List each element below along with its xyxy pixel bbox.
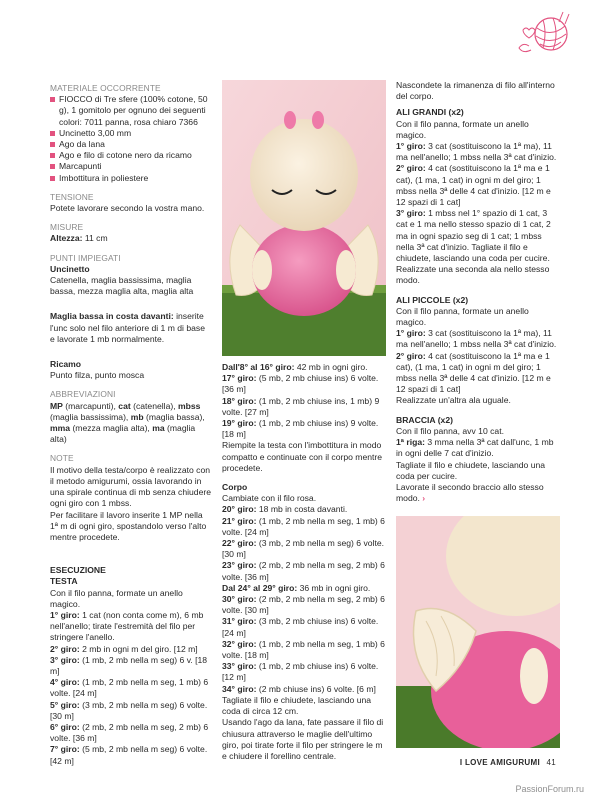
row-key: 33° giro: [222,661,257,672]
big-wings-end: Realizzate una seconda ala nello stesso modo. [396,264,550,286]
abbr-key: mbss [178,400,201,411]
row-line [396,208,560,264]
row-key: 1ª riga: [396,437,425,448]
abbreviations-title: ABBREVIAZIONI [50,389,116,400]
row-line [50,655,212,677]
row-text: (1 mb, 2 mb nella m seg, 1 mb) 6 volte. [24 m] [50,677,209,699]
row-key: 1° giro: [396,328,426,339]
notes-title: NOTE [50,453,74,464]
row-key: 6° giro: [50,721,80,732]
amigurumi-photo-detail [396,516,560,748]
row-line [396,328,560,350]
list-item: FIOCCO di Tre sfere (100% cotone, 50 g), 1 gomitolo per ognuno dei seguenti colori: 7011 panna, rosa chiaro 7366 [50,94,212,128]
abbr-value: (catenella), [130,400,179,411]
row-line [222,661,386,683]
materials-list [50,94,212,184]
row-text: (3 mb, 2 mb nella m seg) 6 volte. [30 m] [50,699,208,721]
row-key: 19° giro: [222,418,257,429]
row-text: (1 mb, 2 mb chiuse ins) 9 volte. [18 m] [222,418,379,440]
row-line [222,396,386,418]
row-key: 21° giro: [222,515,257,526]
list-item: Uncinetto 3,00 mm [50,128,212,139]
row-text: (1 mb, 2 mb chiuse ins) 6 volte. [12 m] [222,661,379,683]
blo-label: Maglia bassa in costa davanti: [50,311,174,322]
row-text: 42 mb in ogni giro. [294,362,368,372]
row-key: 7° giro: [50,744,80,755]
abbr-value: (maglia alta) [50,423,196,445]
abbr-value: (mezza maglia alta), [70,423,153,434]
row-key: 17° giro: [222,373,257,384]
row-line [50,610,212,644]
arm-end-line [396,482,560,504]
notes-text-2: Per facilitare il lavoro inserite 1 MP nella 1ª m di ogni giro, spostandolo verso l'alto mentre procedete. [50,509,207,542]
materials-title: MATERIALE OCCORRENTE [50,83,161,93]
row-text: (3 mb, 2 mb chiuse ins) 6 volte. [24 m] [222,616,379,638]
row-text: 1 mbss nel 1° spazio di 1 cat, 3 cat e 1 ma nello stesso spazio di 1 cat, 2 ma in ogni spazio seg di 1 cat; 1 mbss nella 3ª cat d'inizio. Tagliate il filo e chiudete, lasciando una coda per cucire. [396,208,551,264]
row-text: (2 mb, 2 mb nella m seg, 2 mb) 6 volte. [30 m] [222,594,385,616]
execution-title: ESECUZIONE [50,565,106,576]
list-item: Marcapunti [50,161,212,172]
column-2 [222,362,386,762]
hook-title: Uncinetto [50,263,90,274]
brand-name: I LOVE AMIGURUMI [459,758,540,767]
body-title: Corpo [222,482,248,493]
abbr-value: (maglia bassissima), [50,411,131,422]
row-line [222,516,386,538]
row-text: 18 mb in costa davanti. [256,504,348,515]
chevron-right-icon: › [422,493,426,504]
row-key: 32° giro: [222,638,257,649]
row-key: 18° giro: [222,395,257,406]
row-text: (1 mb, 2 mb nella m seg, 1 mb) 6 volte. [18 m] [222,638,385,661]
head-intro: Con il filo panna, formate un anello magico. [50,587,183,609]
row-line [222,594,386,616]
row-line [222,418,386,440]
tension-title: TENSIONE [50,191,94,202]
body-intro: Cambiate con il filo rosa. [222,493,317,504]
stuffing-text: Riempite la testa con l'imbottitura in modo compatto e continuate con il corpo mentre procedete. [222,440,383,473]
page-footer [460,758,556,767]
row-line [222,538,386,560]
row-key: 34° giro: [222,683,257,694]
row-key: 2° giro: [396,350,426,361]
amigurumi-wing-detail-image [396,516,560,748]
row-line [396,351,560,396]
list-item: Imbottitura in poliestere [50,173,212,184]
row-line [222,639,386,661]
row-line [50,677,212,699]
row-line [50,722,212,744]
row-line [396,437,560,459]
row-key: 2° giro: [50,643,80,654]
row-key: Dal 24° al 29° giro: [222,582,298,593]
embroidery-text: Punto filza, punto mosca [50,370,145,381]
amigurumi-angel-image [222,80,386,356]
row-line [50,700,212,722]
row-key: 20° giro: [222,504,257,515]
stitches-title: PUNTI IMPIEGATI [50,252,121,263]
height-label: Altezza: [50,233,83,244]
blo-paragraph [50,311,212,345]
row-key: 5° giro: [50,699,80,710]
abbr-value: (maglia bassa), [143,411,205,422]
hook-text: Catenella, maglia bassissima, maglia bassa, mezza maglia alta, maglia alta [50,275,194,297]
row-line [222,616,386,638]
embroidery-title: Ricamo [50,359,82,370]
arm-finish: Tagliate il filo e chiudete, lasciando una coda per cucire. [396,459,546,481]
arm-end: Lavorate il secondo braccio allo stesso modo. [396,481,544,504]
row-text: (2 mb chiuse ins) 6 volte. [6 m] [256,683,376,694]
yarn-ball-logo-icon [513,8,577,60]
row-text: 4 cat (sostituiscono la 1ª ma e 1 cat), (1 ma, 1 cat) in ogni m del giro; 1 mbss nella 3ª delle 4 cat d'inizio. [12 m e 12 spazi di 1 cat] [396,350,551,395]
row-line [222,373,386,395]
abbreviations-text [50,401,212,446]
row-key: 4° giro: [50,677,80,688]
column-3 [396,80,560,504]
abbr-key: MP [50,400,63,411]
small-wings-title: ALI PICCOLE (x2) [396,294,469,305]
row-text: (2 mb, 2 mb nella m seg, 2 mb) 6 volte. [36 m] [222,560,385,582]
row-key: 1° giro: [396,141,426,152]
row-line [50,644,212,655]
arm-intro: Con il filo panna, avv 10 cat. [396,425,504,436]
column-1 [50,83,212,767]
watermark: PassionForum.ru [515,784,584,794]
big-wings-intro: Con il filo panna, formate un anello magico. [396,118,529,140]
row-key: 3° giro: [396,208,426,219]
finish-text-2: Usando l'ago da lana, fate passare il filo di chiusura attraverso le maglie dell'ultimo giro, poi tirate forte il filo per stringere le m e chiudere il forellino centrale. [222,717,384,761]
row-line [50,744,212,766]
row-line [222,583,386,594]
row-line [396,141,560,163]
abbr-key: mb [130,411,144,422]
arm-title: BRACCIA (x2) [396,414,453,425]
row-key: 23° giro: [222,560,257,571]
big-wings-title: ALI GRANDI (x2) [396,107,464,118]
notes-text-1: Il motivo della testa/corpo è realizzato con il metodo amigurumi, ossia lavorando in una spirale continua di mb senza chiudere ogni giro con 1 mbss. [50,464,211,509]
row-text: (2 mb, 2 mb nella m seg, 2 mb) 6 volte. [36 m] [50,721,209,744]
head-title: TESTA [50,576,78,587]
row-text: (1 mb, 2 mb chiuse ins, 1 mb) 9 volte. [27 m] [222,395,380,417]
height-line [50,233,212,244]
row-key: 30° giro: [222,594,257,605]
list-item: Ago e filo di cotone nero da ricamo [50,150,212,161]
row-key: 3° giro: [50,654,80,665]
abbr-key: ma [152,423,165,434]
sizes-title: MISURE [50,222,84,233]
row-text: 3 cat (sostituiscono la 1ª ma), 11 ma nell'anello; 1 mbss nella 3ª cat d'inizio. [396,141,557,163]
row-line [222,684,386,695]
blo-text: inserite l'unc solo nel filo anteriore di 1 m di base e lavorate 1 mb normalmente. [50,311,205,344]
row-text: 2 mb in ogni m del giro. [12 m] [79,643,198,654]
row-text: (5 mb, 2 mb nella m seg) 6 volte. [42 m] [50,744,208,766]
row-key: 22° giro: [222,538,257,549]
row-key: 2° giro: [396,163,426,174]
row-text: 4 cat (sostituiscono la 1ª ma e 1 cat), (1 ma, 1 cat) in ogni m del giro; 1 mbss nella 3ª delle 4 cat d'inizio. [12 m e 12 spazi di 1 cat] [396,163,551,208]
row-text: (1 mb, 2 mb nella m seg) 6 v. [18 m] [50,654,208,676]
amigurumi-photo-main [222,80,386,356]
row-text: (3 mb, 2 mb nella m seg) 6 volte. [30 m] [222,538,385,560]
abbr-key: cat [118,400,131,411]
row-line [396,163,560,208]
row-key: 31° giro: [222,616,257,627]
row-text: (1 mb, 2 mb nella m seg, 1 mb) 6 volte. [24 m] [222,515,385,537]
finish-text-1: Tagliate il filo e chiudete, lasciando una coda di circa 12 cm. [222,694,372,717]
abbr-key: mma [50,423,71,434]
page-number: 41 [546,758,556,767]
tension-text: Potete lavorare secondo la vostra mano. [50,203,205,214]
row-text: 1 cat (non conta come m), 6 mb nell'anello; tirate l'estremità del filo per stringere l'anello. [50,609,204,643]
abbr-value: (marcapunti), [62,400,119,411]
row-line [222,362,386,373]
small-wings-intro: Con il filo panna, formate un anello magico. [396,305,529,328]
small-wings-end: Realizzate un'altra ala uguale. [396,395,511,406]
row-key: 1° giro: [50,609,80,620]
row-line [222,504,386,515]
height-value: 11 cm [82,233,108,244]
row-text: 36 mb in ogni giro. [297,582,371,593]
list-item: Ago da lana [50,139,212,150]
row-text: (5 mb, 2 mb chiuse ins) 6 volte. [36 m] [222,373,379,395]
row-text: 3 mma nella 3ª cat dall'unc, 1 mb in ogni delle 7 cat d'inizio. [396,437,554,459]
col3-intro: Nascondete la rimanenza di filo all'interno del corpo. [396,80,555,102]
row-key: Dall'8° al 16° giro: [222,362,295,372]
row-line [222,560,386,582]
row-text: 3 cat (sostituiscono la 1ª ma), 11 ma nell'anello; 1 mbss nella 3ª cat d'inizio. [396,328,557,350]
